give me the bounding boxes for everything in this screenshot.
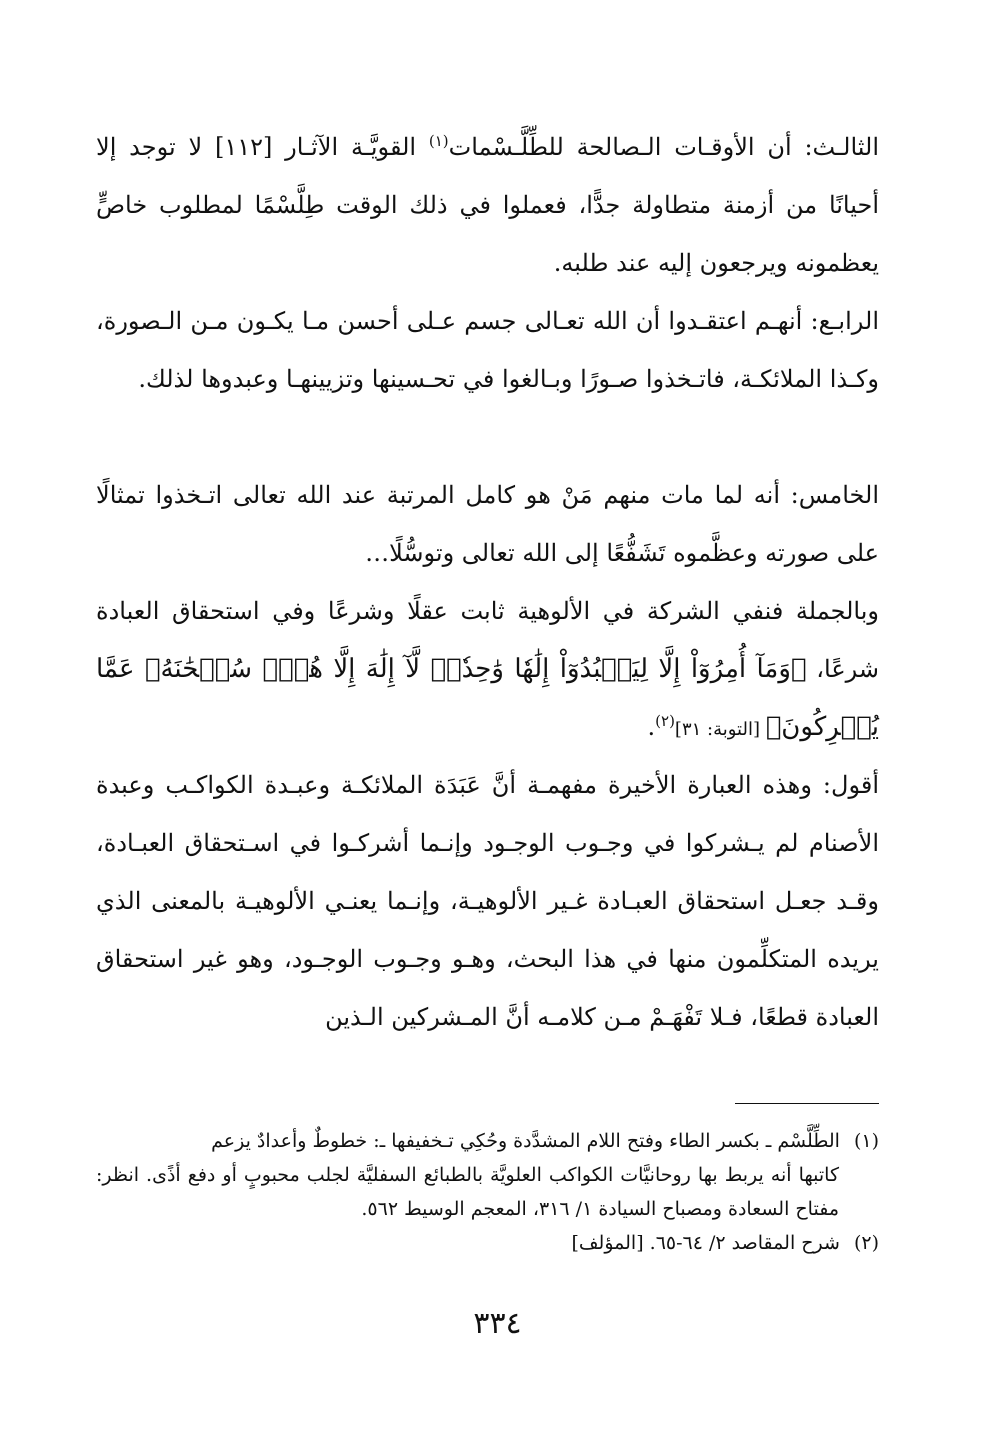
footnote-1-number: (١) (853, 1130, 879, 1152)
verse-reference: [التوبة: ٣١] (674, 719, 766, 740)
footnote-ref-2: (٢) (655, 712, 675, 730)
paragraph-third-text: الثالـث: أن الأوقـات الـصالحة للطِّلَّـسْمات (448, 133, 879, 161)
footnote-separator (735, 1103, 879, 1104)
footnote-1-text: الطِّلَّسْم ـ بكسر الطاء وفتح اللام المشدَّدة وحُكِي تـخفيفها ـ: خطوطٌ وأعدادٌ يزعم (211, 1130, 840, 1152)
paragraph-comment: أقول: وهذه العبارة الأخيرة مفهمـة أنَّ عَبَدَة الملائكـة وعبـدة الكواكـب وعبدة الأصنام لم يـشركوا في وجـوب الوجـود وإنـما أشركـوا في اسـتحقاق العبـادة، وقـد جعـل استحقاق العبـادة غـير الألوهيـة، وإنـما يعنـي الألوهيـة بالمعنى الذي يريده المتكلِّمون منها في هذا البحث، وهـو وجـوب الوجـود، وهو غير استحقاق العبادة قطعًا، فـلا تَفْهَـمْ مـن كلامـه أنَّ المـشركين الـذين (96, 771, 879, 1031)
paragraph-summary-text: وبالجملة فنفي الشركة في الألوهية ثابت عقلًا وشرعًا وفي استحقاق العبادة شرعًا، (96, 597, 879, 683)
footnote-1-continuation: كاتبها أنه يربط بها روحانيَّات الكواكب العلويَّة بالطبائع السفليَّة لجلب محبوبٍ أو دفع أذًى. انظر: مفتاح السعادة ومصباح السيادة ١/ ٣١٦، المعجم الوسيط ٥٦٢. (96, 1164, 839, 1220)
paragraph-third (96, 118, 879, 292)
paragraph-summary-end: . (647, 713, 656, 741)
page-number: ٣٣٤ (473, 1306, 522, 1341)
footnote-2 (96, 1226, 879, 1260)
paragraph-summary (96, 582, 879, 759)
paragraph-fourth: الرابـع: أنهـم اعتقـدوا أن الله تعـالى جسم عـلى أحسن مـا يكـون مـن الـصورة، وكـذا الملائكـة، فاتـخذوا صـورًا وبـالغوا في تحـسينها وتزيينهـا وعبدوها لذلك. (96, 307, 879, 393)
quran-verse: ﴿وَمَآ أُمِرُوٓاْ إِلَّا لِيَعۡبُدُوٓاْ إِلَٰهٗا وَٰحِدٗاۖ لَّآ إِلَٰهَ إِلَّا هُوَۚ سُبۡحَٰنَهُۥ عَمَّا يُشۡرِكُونَ﴾ (96, 654, 879, 742)
paragraph-fifth: الخامس: أنه لما مات منهم مَنْ هو كامل المرتبة عند الله تعالى اتـخذوا تمثالًا على صورته وعظَّموه تَشَفُّعًا إلى الله تعالى وتوسُّلًا… (96, 481, 879, 567)
footnote-2-number: (٢) (853, 1232, 879, 1254)
paragraph-third-rest: القويَّـة الآثـار [١١٢] لا توجد إلا أحيانًا من أزمنة متطاولة جدًّا، فعملوا في ذلك الوقت طِلَّسْمًا لمطلوب خاصٍّ يعظمونه ويرجعون إليه عند طلبه. (96, 133, 879, 277)
footnote-1 (96, 1124, 879, 1226)
footnote-2-text: شرح المقاصد ٢/ ٦٤-٦٥. [المؤلف] (571, 1232, 840, 1254)
footnote-ref-1: (١) (428, 132, 449, 150)
